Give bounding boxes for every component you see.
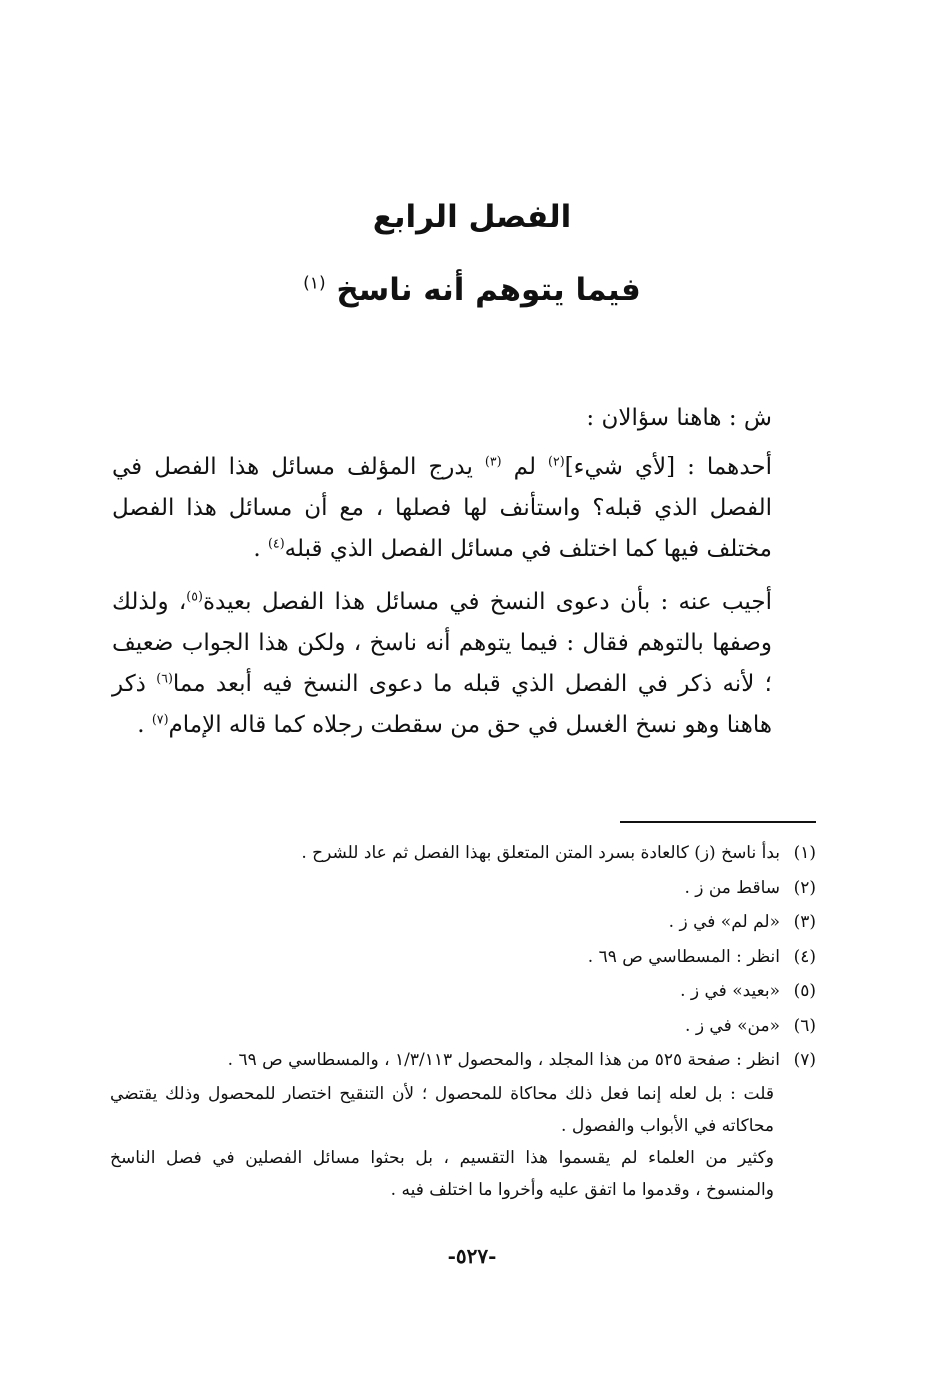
- footnote-item: [110, 940, 816, 975]
- paragraph-text: أحدهما : [لأي شيء]: [564, 454, 772, 480]
- main-text: [112, 398, 816, 758]
- footnote-continuation: قلت : بل لعله إنما فعل ذلك محاكاة للمحصول ؛ لأن التنقيح اختصار للمحصول وذلك يقتضي محاكاته في الأبواب والفصول .: [110, 1083, 774, 1136]
- footnote-number: (٥): [793, 981, 816, 1001]
- page-number: -٥٢٧-: [447, 1244, 497, 1268]
- footnote-text: بدأ ناسخ (ز) كالعادة بسرد المتن المتعلق بهذا الفصل ثم عاد للشرح .: [301, 843, 780, 863]
- footnote-number: (٦): [793, 1015, 816, 1036]
- chapter-subtitle-text: فيما يتوهم أنه ناسخ: [336, 272, 641, 308]
- footnote-text: انظر : صفحة ٥٢٥ من هذا المجلد ، والمحصول ١/٣/١١٣ ، والمسطاسي ص ٦٩ .: [227, 1050, 780, 1070]
- footnote-marker[interactable]: (١): [303, 273, 326, 294]
- paragraph-text: .: [137, 712, 152, 738]
- paragraph-text: يدرج المؤلف مسائل هذا الفصل في الفصل الذي قبله؟ واستأنف لها فصلها ، مع أن مسائل هذا الفصل مختلف فيها كما اختلف في مسائل الفصل الذي قبله: [112, 454, 772, 562]
- footnote-text: ساقط من ز .: [684, 877, 780, 898]
- footnote-continuation: وكثير من العلماء لم يقسموا هذا التقسيم ، بل بحثوا مسائل الفصلين في فصل الناسخ والمنسوخ ، وقدموا ما اتفق عليه وأخروا ما اختلف فيه .: [110, 1147, 774, 1200]
- footnote-marker[interactable]: (٢): [548, 453, 565, 469]
- paragraph-text: .: [253, 536, 268, 562]
- footnote-item: [110, 836, 816, 871]
- footnote-number: (٤): [793, 946, 816, 967]
- chapter-title: [0, 195, 944, 239]
- footnote-item: [110, 974, 816, 1009]
- footnotes: [110, 836, 816, 1206]
- footnote-text: «لم لم» في ز .: [668, 912, 780, 932]
- footnote-number: (١): [793, 843, 816, 863]
- footnote-marker[interactable]: (٤): [267, 535, 285, 551]
- footnote-item: [110, 1009, 816, 1044]
- footnote-separator: [620, 821, 816, 823]
- paragraph-text: أجيب عنه : بأن دعوى النسخ في مسائل هذا الفصل بعيدة: [202, 589, 772, 615]
- footnote-number: (٧): [793, 1050, 816, 1070]
- footnote-marker[interactable]: (٧): [151, 711, 169, 727]
- chapter-title-text: الفصل الرابع: [372, 199, 572, 235]
- intro-paragraph: ش : هاهنا سؤالان :: [586, 405, 772, 431]
- paragraph-text: ، ولذلك وصفها بالتوهم فقال : فيما يتوهم أنه ناسخ ، ولكن هذا الجواب ضعيف ؛ لأنه ذكر في الفصل الذي قبله ما دعوى النسخ فيه أبعد مما: [112, 589, 772, 697]
- footnote-marker[interactable]: (٦): [156, 670, 173, 686]
- footnote-item: [110, 1043, 816, 1078]
- footnote-text: «بعيد» في ز .: [680, 981, 780, 1001]
- footnote-item: [110, 871, 816, 906]
- footnote-marker[interactable]: (٥): [186, 588, 203, 604]
- answer-paragraph: [112, 582, 816, 746]
- footnote-text: «من» في ز .: [685, 1015, 780, 1036]
- footnote-marker[interactable]: (٣): [484, 453, 502, 469]
- footnote-text: انظر : المسطاسي ص ٦٩ .: [587, 946, 780, 967]
- paragraph-text: ذكر هاهنا وهو نسخ الغسل في حق من سقطت رجلاه كما قاله الإمام: [112, 671, 772, 738]
- footnote-number: (٢): [793, 877, 816, 898]
- first-question-paragraph: [112, 447, 816, 570]
- chapter-subtitle: [0, 268, 944, 312]
- paragraph-text: لم: [501, 454, 548, 480]
- footnote-number: (٣): [793, 912, 816, 932]
- footnote-item: [110, 905, 816, 940]
